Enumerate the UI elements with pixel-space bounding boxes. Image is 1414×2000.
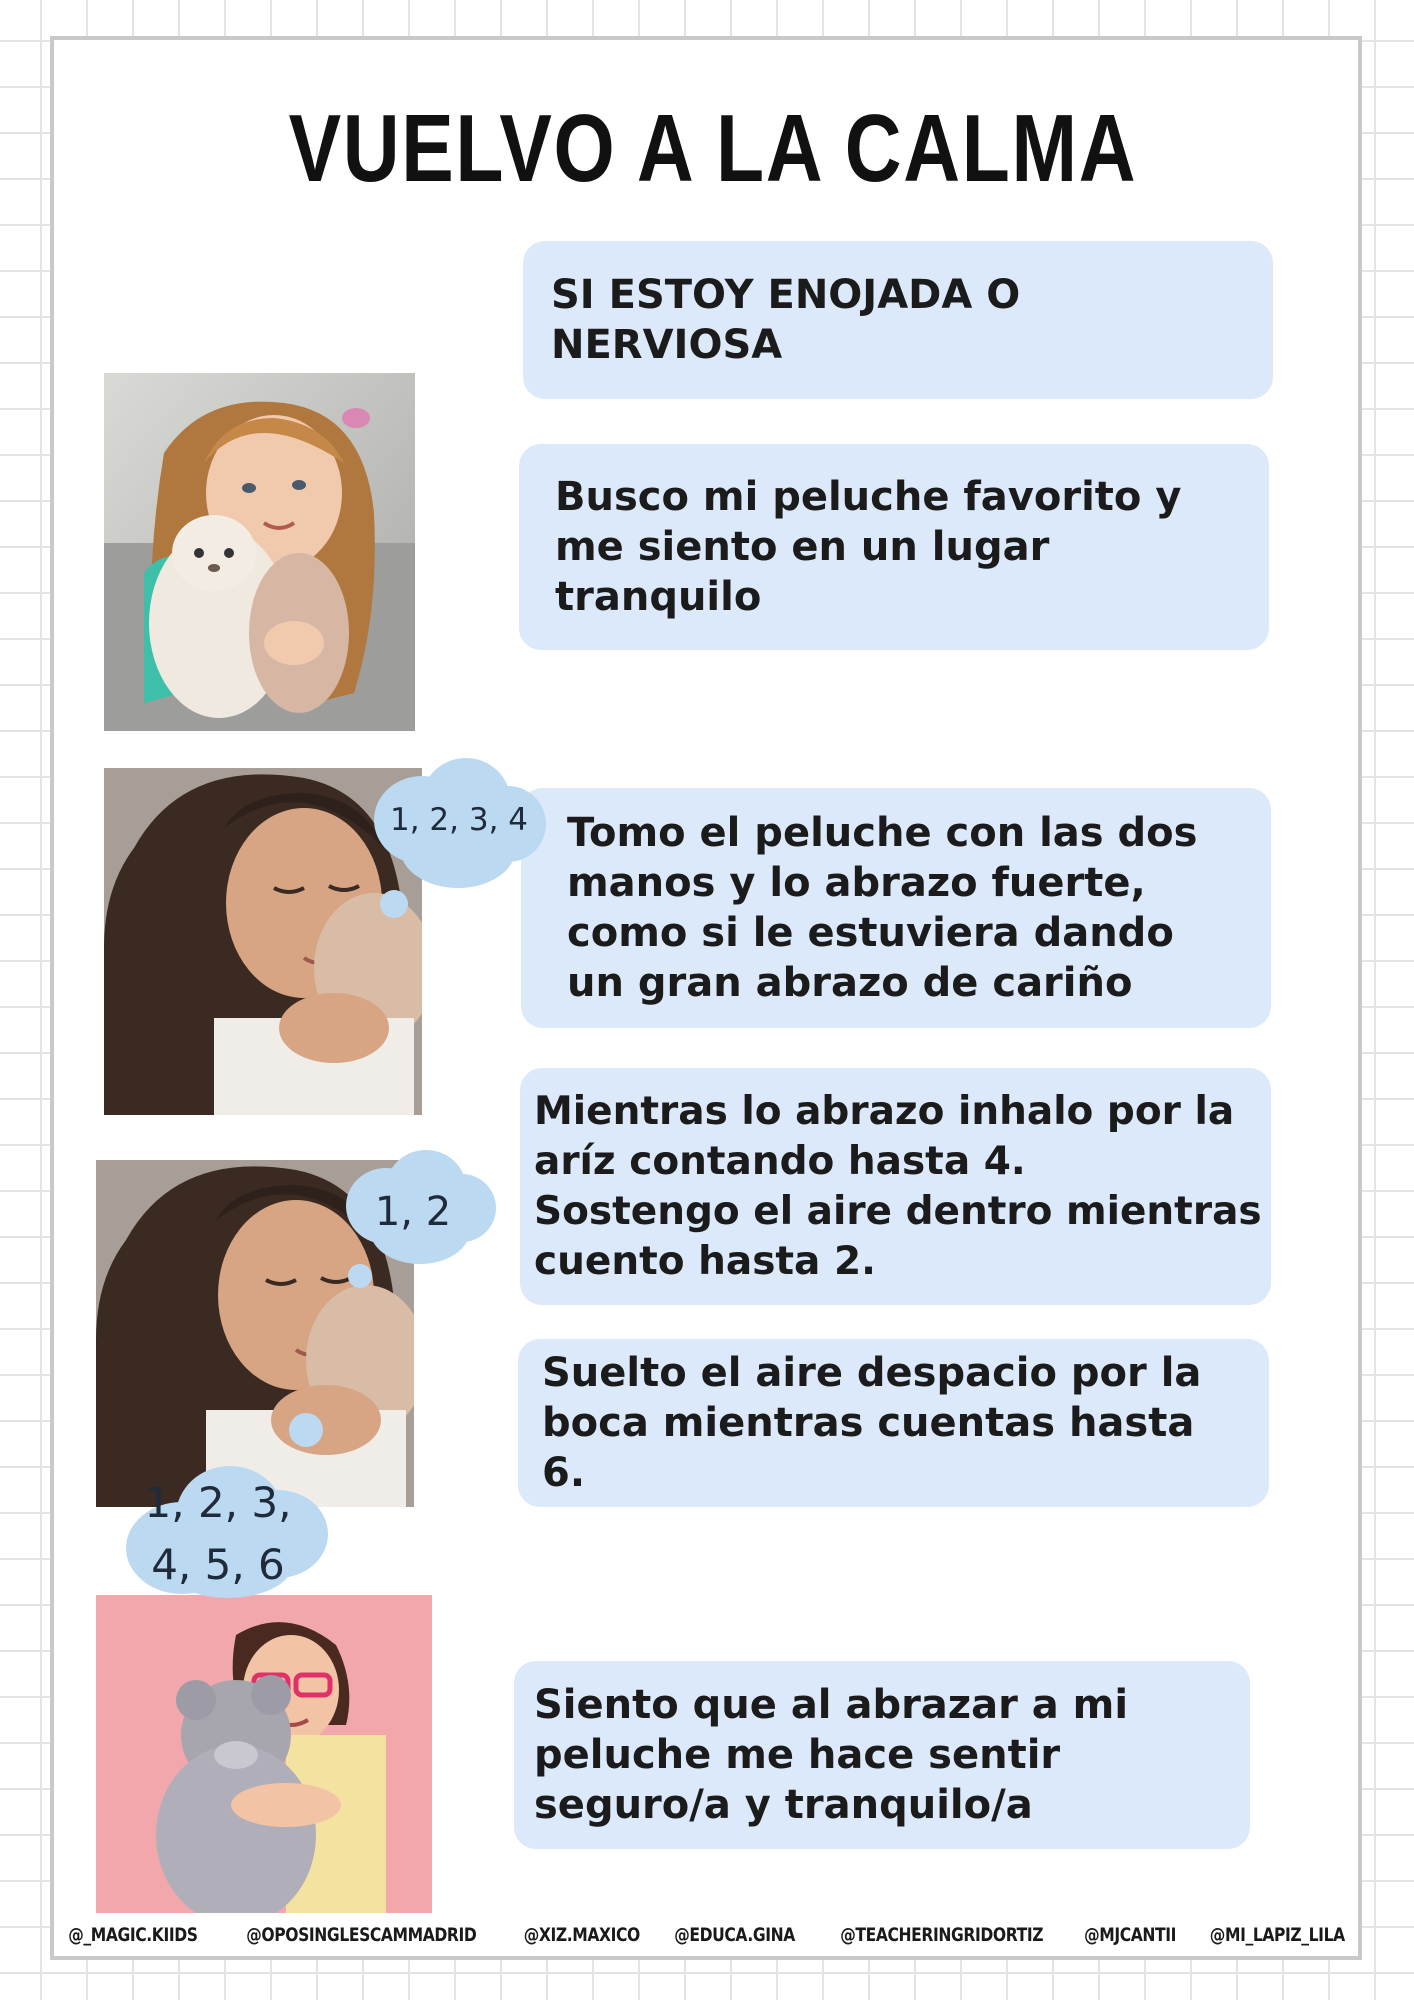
heading-box: SI ESTOY ENOJADA O NERVIOSA (523, 241, 1273, 399)
credit-handle-3: @XIZ.MAXICO (523, 1924, 640, 1946)
step-box-5: Siento que al abrazar a mi peluche me hace sentir seguro/a y tranquilo/a (514, 1661, 1250, 1849)
credit-handle-6: @MJCANTII (1084, 1924, 1177, 1946)
step-box-2: Tomo el peluche con las dos manos y lo abrazo fuerte, como si le estuviera dando un gran abrazo de cariño (521, 788, 1271, 1028)
credit-handle-7: @MI_LAPIZ_LILA (1210, 1924, 1346, 1946)
step-box-4: Suelto el aire despacio por la boca mientras cuentas hasta 6. (518, 1339, 1269, 1507)
credit-handle-4: @EDUCA.GINA (674, 1924, 796, 1946)
thought-cloud-1 (366, 748, 552, 928)
step-box-1: Busco mi peluche favorito y me siento en un lugar tranquilo (519, 444, 1269, 650)
cloud-count-text-3: 1, 2, 3, 4, 5, 6 (144, 1478, 292, 1589)
thought-cloud-3 (118, 1412, 334, 1598)
thought-cloud-2 (338, 1140, 500, 1290)
cloud-count-text-2: 1, 2 (374, 1189, 452, 1235)
cloud-count-text-1: 1, 2, 3, 4 (389, 802, 529, 838)
photo-girl-with-plush (104, 373, 415, 731)
photo-girl-hugging-grey-bear (96, 1595, 432, 1913)
page-title: VUELVO A LA CALMA (288, 95, 1138, 202)
credit-handle-5: @TEACHERINGRIDORTIZ (839, 1924, 1043, 1946)
credit-handle-2: @OPOSINGLESCAMMADRID (246, 1924, 477, 1946)
step-box-3: Mientras lo abrazo inhalo por la aríz contando hasta 4. Sostengo el aire dentro mientras cuento hasta 2. (520, 1068, 1271, 1305)
credit-handle-1: @_MAGIC.KIIDS (68, 1924, 198, 1946)
footer-credits (54, 1920, 1360, 1950)
